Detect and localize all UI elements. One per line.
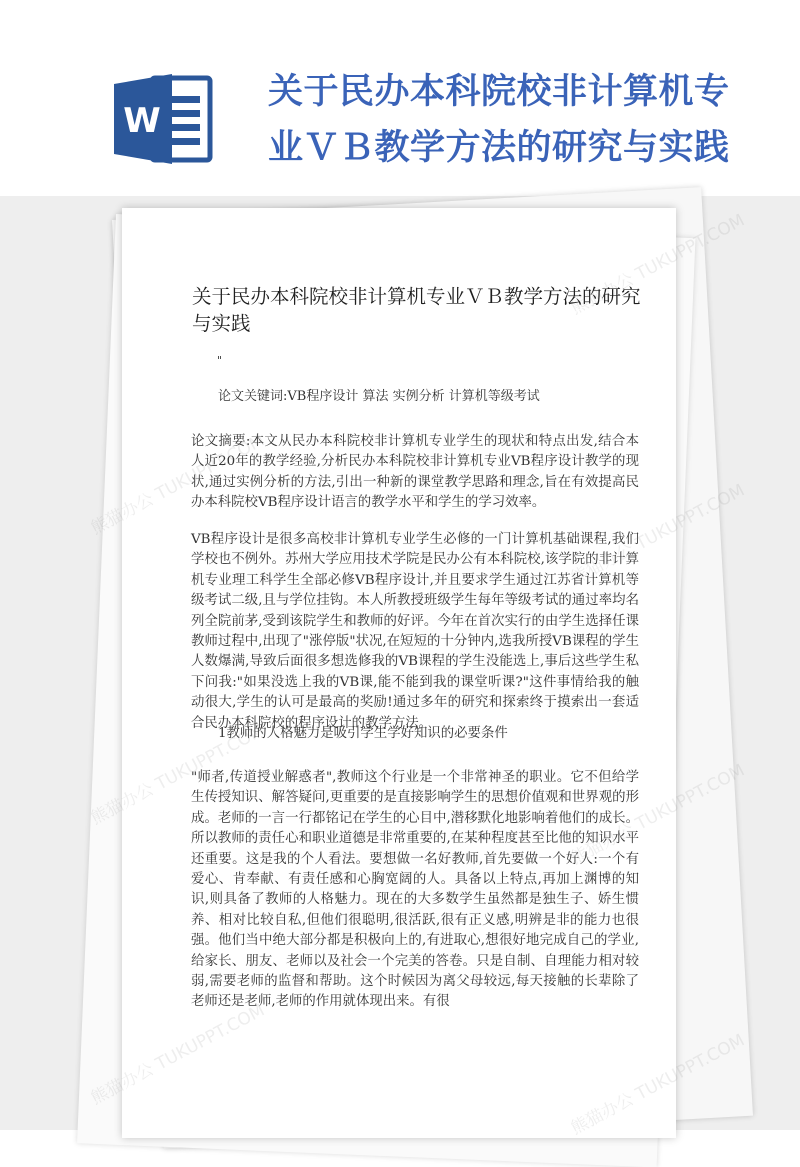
header-title bbox=[268, 64, 788, 176]
section-heading: 1教师的人格魅力是吸引学生学好知识的必要条件 bbox=[218, 726, 508, 741]
header-title-line1: 关于民办本科院校非计算机专 bbox=[268, 71, 730, 112]
intro-paragraph: VB程序设计是很多高校非计算机专业学生必修的一门计算机基础课程,我们学校也不例外。苏州大学应用技术学院是民办公有本科院校,该学院的非计算机专业理工科学生全部必修VB程序设计,并且要求学生通过江苏省计算机等级考试二级,且与学位挂钩。本人所教授班级学生每年等级考试的通过率均名列全院前茅,受到该院学生和教师的好评。今年在首次实行的由学生选择任课教师过程中,出现了"涨停版"状况,在短短的十分钟内,选我所授VB课程的学生人数爆满,导致后面很多想选修我的VB课程的学生没能选上,事后这些学生私下问我:"如果没选上我的VB课,能不能到我的课堂听课?"这件事情给我的触动很大,学生的认可是最高的奖励!通过多年的研究和探索终于摸索出一套适合民办本科院校的程序设计的教学方法。 bbox=[191, 532, 639, 731]
header-banner bbox=[0, 0, 800, 200]
svg-text:W: W bbox=[123, 101, 161, 141]
keywords-line: 论文关键词:VB程序设计 算法 实例分析 计算机等级考试 bbox=[218, 389, 540, 404]
word-document-icon bbox=[112, 70, 214, 168]
body-paragraph: "师者,传道授业解惑者",教师这个行业是一个非常神圣的职业。它不但给学生传授知识、解答疑问,更重要的是直接影响学生的思想价值观和世界观的形成。老师的一言一行都铭记在学生的心目中,潜移默化地影响着他们的成长。所以教师的责任心和职业道德是非常重要的,在某种程度甚至比他的知识水平还重要。这是我的个人看法。要想做一名好教师,首先要做一个好人:一个有爱心、肯奉献、有责任感和心胸宽阔的人。具备以上特点,再加上渊博的知识,则具备了教师的人格魅力。现在的大多数学生虽然都是独生子、娇生惯养、相对比较自私,但他们很聪明,很活跃,很有正义感,明辨是非的能力也很强。他们当中绝大部分都是积极向上的,有进取心,想很好地完成自己的学业,给家长、朋友、老师以及社会一个完美的答卷。只是自制、自理能力相对较弱,需要老师的监督和帮助。这个时候因为离父母较远,每天接触的长辈除了老师还是老师,老师的作用就体现出来。有很 bbox=[191, 770, 639, 1010]
abstract-paragraph: 论文摘要:本文从民办本科院校非计算机专业学生的现状和特点出发,结合本人近20年的教学经验,分析民办本科院校非计算机专业VB程序设计教学的现状,通过实例分析的方法,引出一种新的课堂教学思路和理念,旨在有效提高民办本科院校VB程序设计语言的教学水平和学生的学习效率。 bbox=[191, 434, 639, 511]
document-title: 关于民办本科院校非计算机专业ＶＢ教学方法的研究与实践 bbox=[192, 285, 641, 335]
quote-mark: " bbox=[217, 354, 223, 367]
header-title-line2: 业ＶＢ教学方法的研究与实践 bbox=[268, 127, 730, 168]
